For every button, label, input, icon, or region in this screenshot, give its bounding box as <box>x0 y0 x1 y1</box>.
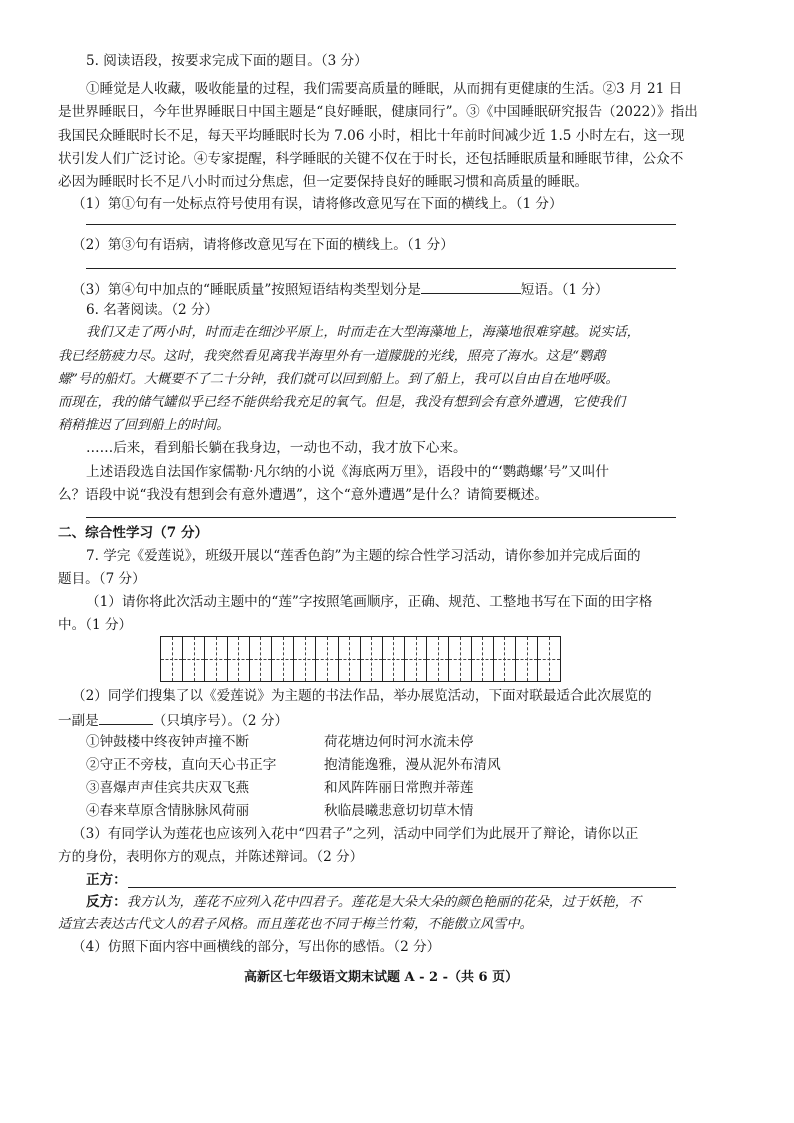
grid-cell[interactable] <box>272 637 294 681</box>
q5-sub3-text: （3）第④句中加点的“睡眠质量”按照短语结构类型划分是 <box>72 282 421 298</box>
fanfang-text: 适宜去表达古代文人的君子风格。而且莲花也不同于梅兰竹菊，不能傲立风雪中。 <box>58 917 533 932</box>
q7-sub4: （4）仿照下面内容中画横线的部分，写出你的感悟。（2 分） <box>72 939 441 955</box>
section-header: 二、综合性学习（7 分） <box>58 525 209 541</box>
answer-blank[interactable] <box>421 279 521 294</box>
q5-sub1: （1）第①句有一处标点符号使用有误，请将修改意见写在下面的横线上。（1 分） <box>72 196 563 212</box>
q7-sub2-tail <box>58 710 288 730</box>
q7-sub1-line: 中。（1 分） <box>58 617 133 633</box>
q7-sub3-line: （3）有同学认为莲花也应该列入花中“四君子”之列，活动中同学们为此展开了辩论，请你以正 <box>72 826 639 842</box>
couplet-left: ④春来草原含情脉脉风荷丽 <box>86 803 250 819</box>
answer-line[interactable] <box>86 268 676 269</box>
grid-cell[interactable] <box>494 637 516 681</box>
q6-passage-line: 螺”号的船灯。大概要不了二十分钟，我们就可以回到船上。到了船上，我可以自由自在地呼吸。 <box>58 372 619 387</box>
q7-sub2-text: 一副是 <box>58 713 99 729</box>
grid-cell[interactable] <box>472 637 494 681</box>
q6-passage-line: 我们又走了两小时，时而走在细沙平原上，时而走在大型海藻地上，海藻地很难穿越。说实话， <box>86 325 640 340</box>
couplet-right: 秋临晨曦悲意切切草木情 <box>324 803 474 819</box>
grid-cell[interactable] <box>427 637 449 681</box>
grid-cell[interactable] <box>449 637 471 681</box>
zhengfang-label: 正方： <box>86 872 127 888</box>
couplet-right: 抱清能逸雅，漫从泥外布清风 <box>324 757 501 773</box>
answer-blank[interactable] <box>99 710 153 725</box>
grid-cell[interactable] <box>383 637 405 681</box>
q6-question-line: 么？语段中说“我没有想到会有意外遭遇”，这个“意外遭遇”是什么？请简要概述。 <box>58 487 548 503</box>
q5-sub2: （2）第③句有语病，请将修改意见写在下面的横线上。（1 分） <box>72 237 454 253</box>
grid-cell[interactable] <box>228 637 250 681</box>
q7-sub2-note: （只填序号）。（2 分） <box>152 713 289 729</box>
tianzige-grid[interactable] <box>160 636 561 682</box>
q6-question-line: 上述语段选自法国作家儒勒·凡尔纳的小说《海底两万里》，语段中的“‘鹦鹉螺’号”又叫什 <box>86 464 610 480</box>
q6-passage-line: 而现在，我的储气罐似乎已经不能供给我充足的氧气。但是，我没有想到会有意外遭遇，它使我们 <box>58 395 626 410</box>
q5-passage-line: 我国民众睡眠时长不足，每天平均睡眠时长为 7.06 小时，相比十年前时间减少近 1.5 小时左右，这一现 <box>58 128 685 144</box>
q6-header: 6. 名著阅读。（2 分） <box>86 302 219 318</box>
fanfang-line <box>86 893 641 912</box>
couplet-left: ①钟鼓楼中终夜钟声撞不断 <box>86 734 250 750</box>
q5-sub3-tail: 短语。（1 分） <box>520 282 609 298</box>
q5-passage-line: 状引发人们广泛讨论。④专家提醒，科学睡眠的关键不仅在于时长，还包括睡眠质量和睡眠节律，公众不 <box>58 151 684 167</box>
couplet-right: 荷花塘边何时河水流未停 <box>324 734 474 750</box>
q7-sub3-line: 方的身份，表明你方的观点，并陈述辩词。（2 分） <box>58 849 364 865</box>
grid-cell[interactable] <box>339 637 361 681</box>
q5-passage-line: 是世界睡眠日，今年世界睡眠日中国主题是“良好睡眠，健康同行”。③《中国睡眠研究报告（2022）》指出 <box>58 104 698 120</box>
answer-line[interactable] <box>86 224 676 225</box>
q5-sub3 <box>72 279 609 299</box>
fanfang-text: 我方认为，莲花不应列入花中四君子。莲花是大朵大朵的颜色艳丽的花朵，过于妖艳，不 <box>126 895 642 910</box>
q7-line: 7. 学完《爱莲说》，班级开展以“莲香色韵”为主题的综合性学习活动，请你参加并完成后面的 <box>86 548 641 564</box>
grid-cell[interactable] <box>161 637 183 681</box>
grid-cell[interactable] <box>205 637 227 681</box>
q5-passage-line: ①睡觉是人收藏，吸收能量的过程，我们需要高质量的睡眠，从而拥有更健康的生活。②3 月 21 日 <box>86 81 683 97</box>
answer-line[interactable] <box>86 517 676 518</box>
grid-cell[interactable] <box>183 637 205 681</box>
grid-cell[interactable] <box>250 637 272 681</box>
couplet-right: 和风阵阵丽日常煦并蒂莲 <box>324 780 474 796</box>
grid-cell[interactable] <box>516 637 538 681</box>
grid-cell[interactable] <box>316 637 338 681</box>
fanfang-label: 反方： <box>86 894 127 910</box>
q5-passage-line: 必因为睡眠时长不足八小时而过分焦虑，但一定要保持良好的睡眠习惯和高质量的睡眠。 <box>58 174 589 190</box>
page-footer: 高新区七年级语文期末试题 A - 2 -（共 6 页） <box>244 970 519 985</box>
q6-passage-line: 我已经筋疲力尽。这时，我突然看见离我半海里外有一道朦胧的光线，照亮了海水。这是“鹦鹉 <box>58 349 606 364</box>
answer-line[interactable] <box>128 887 676 888</box>
grid-cell[interactable] <box>294 637 316 681</box>
q7-line: 题目。（7 分） <box>58 571 146 587</box>
q7-sub1-line: （1）请你将此次活动主题中的“莲”字按照笔画顺序，正确、规范、工整地书写在下面的田字格 <box>86 594 653 610</box>
grid-cell[interactable] <box>538 637 560 681</box>
grid-cell[interactable] <box>405 637 427 681</box>
couplet-left: ②守正不旁枝，直向天心书正字 <box>86 757 277 773</box>
q6-passage-line: 稍稍推迟了回到船上的时间。 <box>58 418 230 433</box>
q5-header: 5. 阅读语段，按要求完成下面的题目。（3 分） <box>86 53 368 69</box>
couplet-left: ③喜爆声声佳宾共庆双飞燕 <box>86 780 250 796</box>
grid-cell[interactable] <box>361 637 383 681</box>
q6-passage-line: ……后来，看到船长躺在我身边，一动也不动，我才放下心来。 <box>86 440 467 456</box>
q7-sub2-line: （2）同学们搜集了以《爱莲说》为主题的书法作品，举办展览活动，下面对联最适合此次展览的 <box>72 688 652 704</box>
